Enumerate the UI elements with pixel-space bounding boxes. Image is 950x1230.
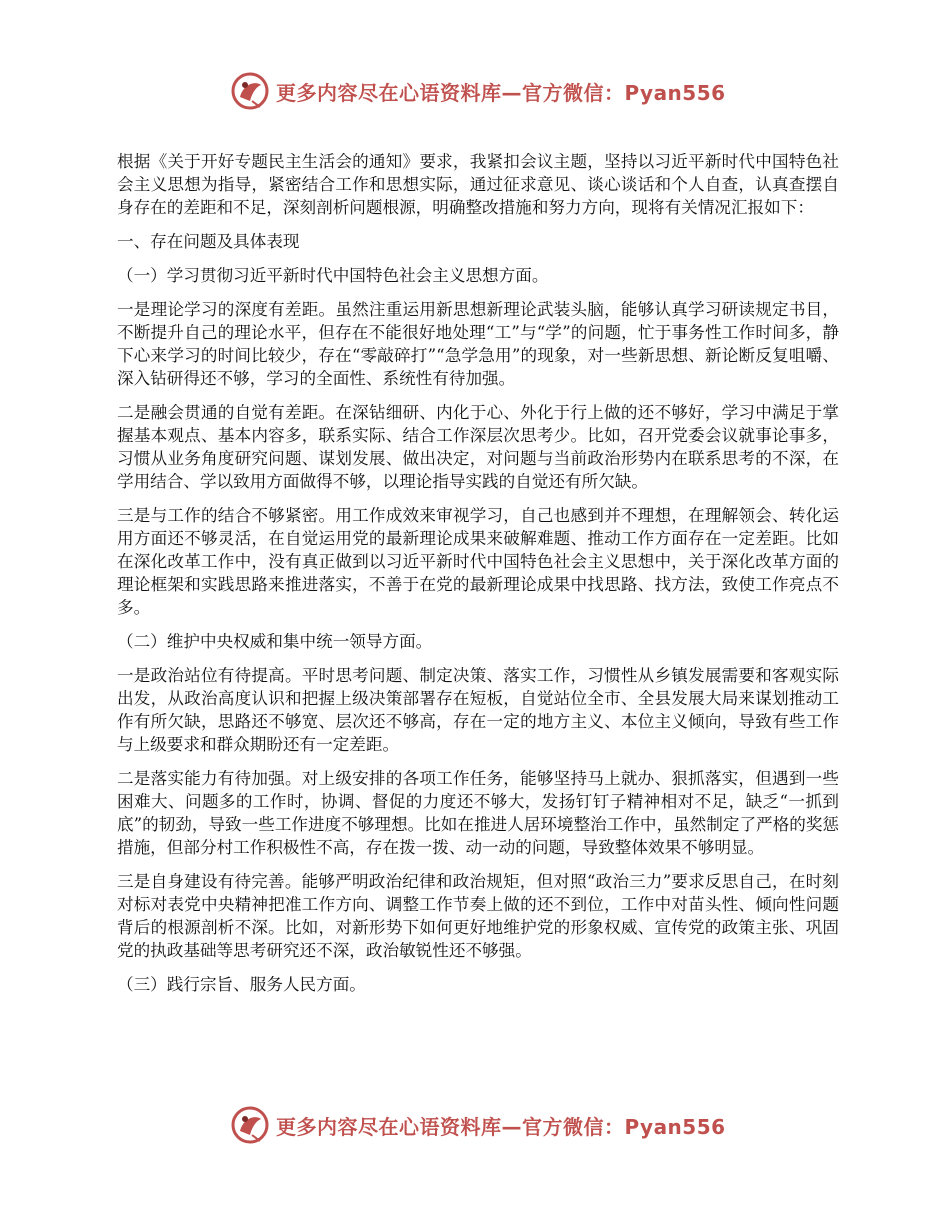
section-heading: 一、存在问题及具体表现 xyxy=(117,232,300,251)
subsection-heading: （三）践行宗旨、服务人民方面。 xyxy=(117,975,366,994)
body-paragraph: 三是与工作的结合不够紧密。用工作成效来审视学习，自己也感到并不理想，在理解领会、转化运用方面还不够灵活，在自觉运用党的最新理论成果来破解难题、推动工作方面存在一定差距。比如在深化改革工作中，没有真正做到以习近平新时代中国特色社会主义思想中，关于深化改革方面的理论框架和实践思路来推进落实，不善于在党的最新理论成果中找思路、找方法，致使工作亮点不多。 xyxy=(117,506,839,617)
intro-paragraph: 根据《关于开好专题民主生活会的通知》要求，我紧扣会议主题，坚持以习近平新时代中国特色社会主义思想为指导，紧密结合工作和思想实际，通过征求意见、谈心谈话和个人自查，认真查摆自身存在的差距和不足，深刻剖析问题根源，明确整改措施和努力方向，现将有关情况汇报如下： xyxy=(117,152,839,217)
brand-logo-icon xyxy=(230,71,270,111)
banner-text: 更多内容尽在心语资料库—官方微信：Pyan556 xyxy=(276,80,726,105)
body-paragraph: 一是政治站位有待提高。平时思考问题、制定决策、落实工作，习惯性从乡镇发展需要和客观实际出发，从政治高度认识和把握上级决策部署存在短板，自觉站位全市、全县发展大局来谋划推动工作有所欠缺，思路还不够宽、层次还不够高，存在一定的地方主义、本位主义倾向，导致有些工作与上级要求和群众期盼还有一定差距。 xyxy=(117,666,839,754)
footer-banner xyxy=(230,1102,730,1148)
brand-logo-icon xyxy=(230,1105,270,1145)
body-paragraph: 一是理论学习的深度有差距。虽然注重运用新思想新理论武装头脑，能够认真学习研读规定书目，不断提升自己的理论水平，但存在不能很好地处理“工”与“学”的问题，忙于事务性工作时间多，静下心来学习的时间比较少，存在“零敲碎打”“急学急用”的现象，对一些新思想、新论断反复咀嚼、深入钻研得还不够，学习的全面性、系统性有待加强。 xyxy=(117,300,839,388)
header-banner xyxy=(230,68,730,114)
body-paragraph: 三是自身建设有待完善。能够严明政治纪律和政治规矩，但对照“政治三力”要求反思自己，在时刻对标对表党中央精神把准工作方向、调整工作节奏上做的还不到位，工作中对苗头性、倾向性问题背后的根源剖析不深。比如，对新形势下如何更好地维护党的形象权威、宣传党的政策主张、巩固党的执政基础等思考研究还不深，政治敏锐性还不够强。 xyxy=(117,872,839,960)
body-paragraph: 二是融会贯通的自觉有差距。在深钻细研、内化于心、外化于行上做的还不够好，学习中满足于掌握基本观点、基本内容多，联系实际、结合工作深层次思考少。比如，召开党委会议就事论事多，习惯从业务角度研究问题、谋划发展、做出决定，对问题与当前政治形势内在联系思考的不深，在学用结合、学以致用方面做得不够，以理论指导实践的自觉还有所欠缺。 xyxy=(117,403,839,491)
document-body xyxy=(117,150,839,1007)
body-paragraph: 二是落实能力有待加强。对上级安排的各项工作任务，能够坚持马上就办、狠抓落实，但遇到一些困难大、问题多的工作时，协调、督促的力度还不够大，发扬钉钉子精神相对不足，缺乏“一抓到底”的韧劲，导致一些工作进度不够理想。比如在推进人居环境整治工作中，虽然制定了严格的奖惩措施，但部分村工作积极性不高，存在拨一拨、动一动的问题，导致整体效果不够明显。 xyxy=(117,769,840,857)
subsection-heading: （二）维护中央权威和集中统一领导方面。 xyxy=(117,632,433,651)
banner-text: 更多内容尽在心语资料库—官方微信：Pyan556 xyxy=(276,1114,726,1139)
subsection-heading: （一）学习贯彻习近平新时代中国特色社会主义思想方面。 xyxy=(117,266,549,285)
